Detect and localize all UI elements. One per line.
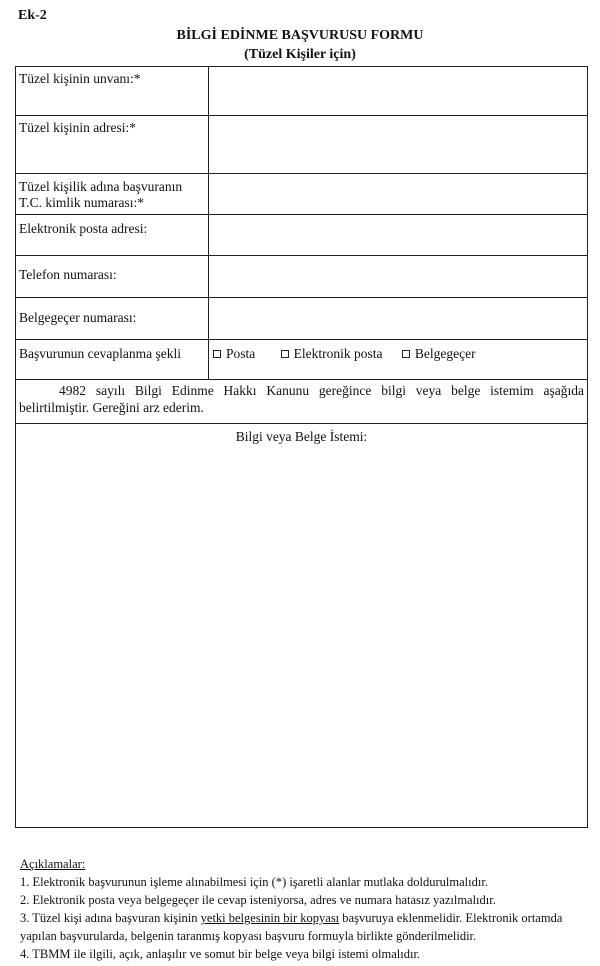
legal-title-field[interactable] (209, 67, 587, 115)
legal-title-label: Tüzel kişinin unvanı:* (16, 67, 209, 115)
email-label: Elektronik posta adresi: (16, 215, 209, 255)
application-form (15, 66, 588, 828)
row-phone (16, 256, 587, 298)
tc-number-label-line1: Tüzel kişilik adına başvuranın (19, 179, 183, 194)
request-heading: Bilgi veya Belge İstemi: (235, 429, 368, 444)
tc-number-label (16, 174, 209, 214)
phone-field[interactable] (209, 256, 587, 297)
email-field[interactable] (209, 215, 587, 255)
phone-label: Telefon numarası: (16, 256, 209, 297)
notes-title: Açıklamalar: (20, 857, 86, 871)
note-item-3-post: başvuruya eklenmelidir. Elektronik ortamda yapılan başvurularda, belgenin taranmış kopyası başvuru formuyla birlikte gönderilmelidir. (20, 911, 563, 943)
row-email (16, 215, 587, 256)
row-legal-title (16, 67, 587, 116)
reply-option-email[interactable] (281, 346, 383, 362)
fax-option-label: Belgegeçer (414, 346, 476, 361)
row-reply-method (16, 340, 587, 380)
notes-section (20, 855, 590, 963)
note-item-4: 4. TBMM ile ilgili, açık, anlaşılır ve somut bir belge veya bilgi istemi olmalıdır. (20, 947, 421, 961)
reply-method-label: Başvurunun cevaplanma şekli (16, 340, 209, 379)
form-subtitle: (Tüzel Kişiler için) (244, 47, 356, 62)
email-checkbox[interactable] (281, 350, 289, 358)
annex-label: Ek-2 (18, 8, 47, 23)
declaration-text: 4982 sayılı Bilgi Edinme Hakkı Kanunu gereğince bilgi veya belge istemim aşağıda belirtilmiştir. Gereğini arz ederim. (19, 383, 584, 415)
fax-label: Belgegeçer numarası: (16, 298, 209, 339)
post-option-label: Posta (226, 346, 256, 361)
reply-method-options (209, 340, 587, 379)
request-field[interactable] (16, 449, 587, 827)
email-option-label: Elektronik posta (293, 346, 383, 361)
address-field[interactable] (209, 116, 587, 173)
form-title: BİLGİ EDİNME BAŞVURUSU FORMU (176, 28, 424, 43)
fax-field[interactable] (209, 298, 587, 339)
row-address (16, 116, 587, 174)
fax-checkbox[interactable] (402, 350, 410, 358)
reply-option-post[interactable] (213, 346, 255, 362)
post-checkbox[interactable] (213, 350, 221, 358)
row-fax (16, 298, 587, 340)
note-item-3 (20, 909, 590, 945)
address-label: Tüzel kişinin adresi:* (16, 116, 209, 173)
tc-number-field[interactable] (209, 174, 587, 214)
note-item-1: 1. Elektronik başvurunun işleme alınabilmesi için (*) işaretli alanlar mutlaka doldurulmalıdır. (20, 875, 488, 889)
reply-option-fax[interactable] (402, 346, 476, 362)
note-item-3-underlined: yetki belgesinin bir kopyası (200, 911, 340, 925)
row-tc-number (16, 174, 587, 215)
note-item-2: 2. Elektronik posta veya belgegeçer ile cevap isteniyorsa, adres ve numara hatasız yazılmalıdır. (20, 893, 496, 907)
tc-number-label-line2: T.C. kimlik numarası:* (19, 195, 144, 210)
note-item-3-pre: 3. Tüzel kişi adına başvuran kişinin (20, 911, 201, 925)
declaration-row (16, 380, 587, 424)
